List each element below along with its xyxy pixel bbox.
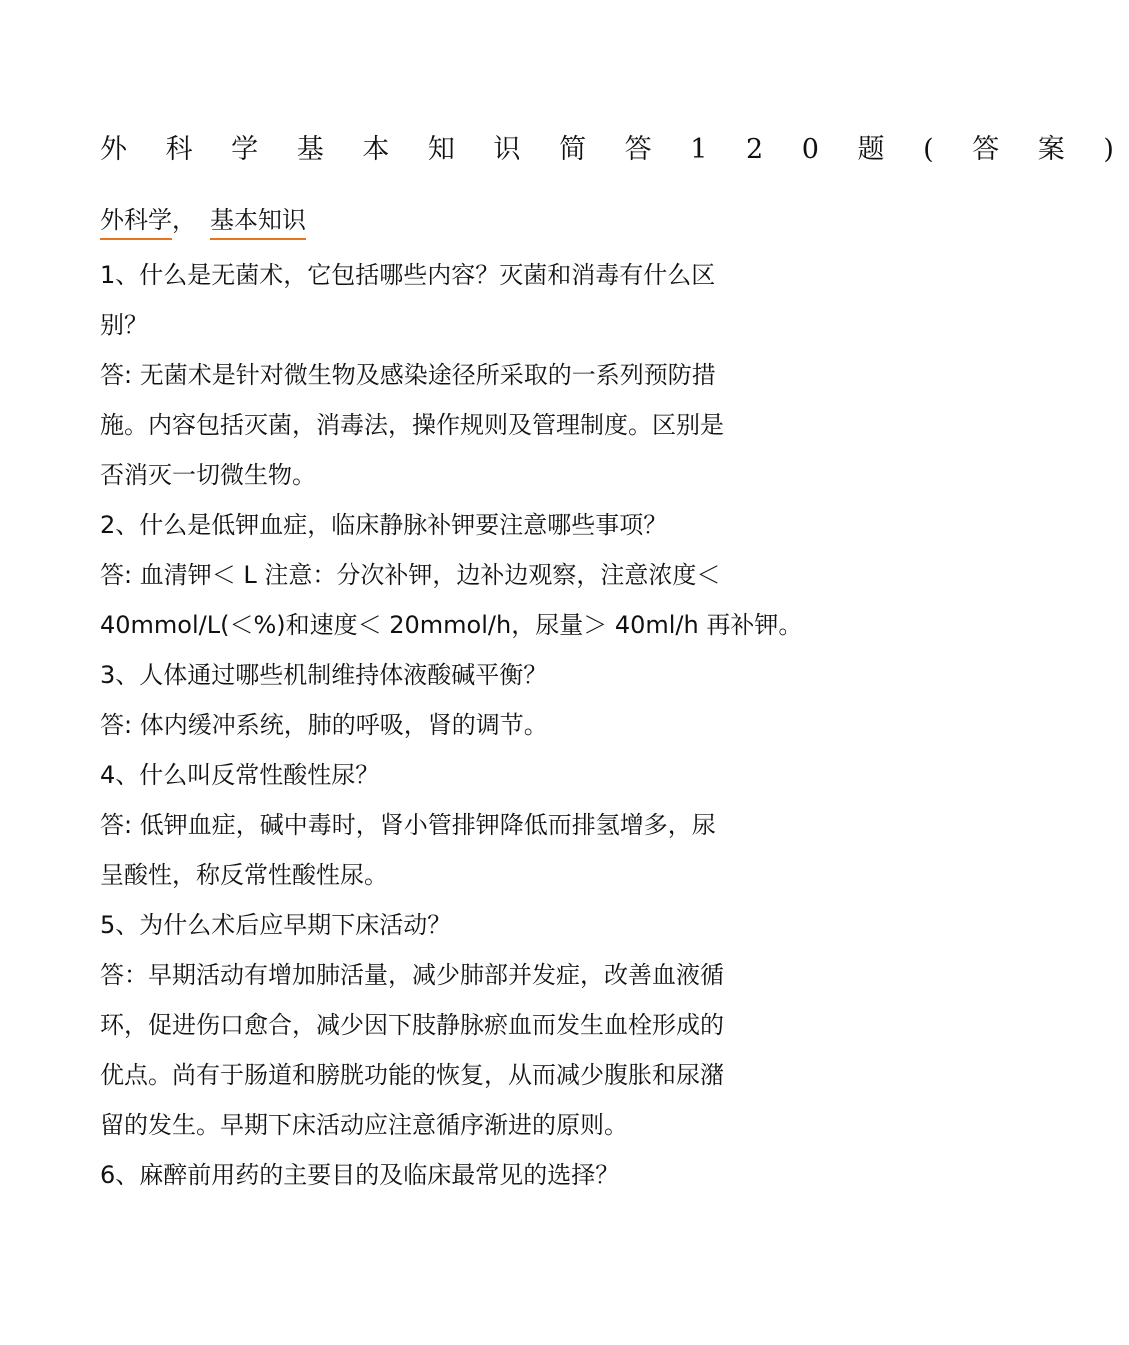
text-line: 施。内容包括灭菌，消毒法，操作规则及管理制度。区别是 <box>100 411 724 439</box>
text-line: 答: 体内缓冲系统，肺的呼吸，肾的调节。 <box>100 711 548 739</box>
keyword-link[interactable]: 基本知识 <box>210 202 306 240</box>
document-body <box>100 250 840 1200</box>
text-line: 5、为什么术后应早期下床活动？ <box>100 911 452 939</box>
text-line: 答：早期活动有增加肺活量，减少肺部并发症，改善血液循 <box>100 961 724 989</box>
text-line: 别？ <box>100 311 148 339</box>
keyword-separator: ， <box>172 206 196 234</box>
text-line: 否消灭一切微生物。 <box>100 461 316 489</box>
text-line: 40mmol/L(＜%)和速度＜ 20mmol/h，尿量＞ 40ml/h 再补钾。 <box>100 611 803 639</box>
keyword-list <box>100 202 306 240</box>
text-line: 1、什么是无菌术，它包括哪些内容？灭菌和消毒有什么区 <box>100 261 716 289</box>
text-line: 2、什么是低钾血症，临床静脉补钾要注意哪些事项？ <box>100 511 668 539</box>
text-line: 4、什么叫反常性酸性尿？ <box>100 761 380 789</box>
keyword-link[interactable]: 外科学 <box>100 202 172 240</box>
text-line: 呈酸性，称反常性酸性尿。 <box>100 861 388 889</box>
text-line: 3、人体通过哪些机制维持体液酸碱平衡？ <box>100 661 548 689</box>
text-line: 答: 低钾血症，碱中毒时，肾小管排钾降低而排氢增多，尿 <box>100 811 716 839</box>
text-line: 答: 无菌术是针对微生物及感染途径所采取的一系列预防措 <box>100 361 716 389</box>
text-line: 答: 血清钾＜ L 注意：分次补钾，边补边观察，注意浓度＜ <box>100 561 721 589</box>
text-line: 留的发生。早期下床活动应注意循序渐进的原则。 <box>100 1111 628 1139</box>
text-line: 6、麻醉前用药的主要目的及临床最常见的选择？ <box>100 1161 620 1189</box>
document-title: 外 科 学 基 本 知 识 简 答 1 2 0 题 ( 答 案 ) <box>100 134 1129 165</box>
text-line: 优点。尚有于肠道和膀胱功能的恢复，从而减少腹胀和尿潴 <box>100 1061 724 1089</box>
text-line: 环，促进伤口愈合，减少因下肢静脉瘀血而发生血栓形成的 <box>100 1011 724 1039</box>
